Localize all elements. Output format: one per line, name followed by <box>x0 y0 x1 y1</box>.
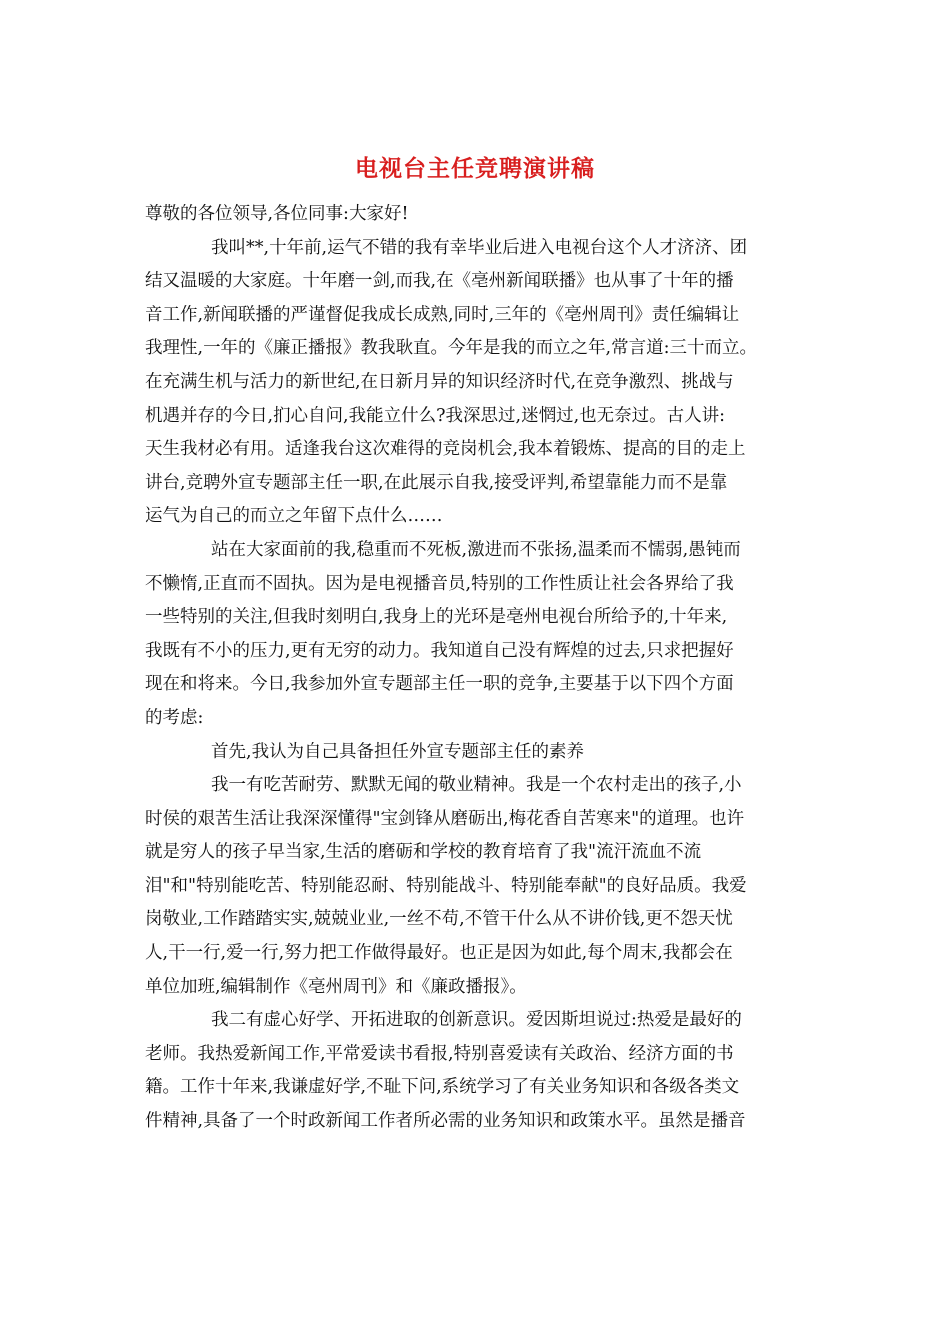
text-line: 站在大家面前的我,稳重而不死板,激进而不张扬,温柔而不懦弱,愚钝而 <box>211 539 741 560</box>
text-line: 单位加班,编辑制作《亳州周刊》和《廉政播报》。 <box>145 976 527 997</box>
text-line: 籍。工作十年来,我谦虚好学,不耻下问,系统学习了有关业务知识和各级各类文 <box>145 1077 740 1098</box>
text-line: 岗敬业,工作踏踏实实,兢兢业业,一丝不苟,不管干什么从不讲价钱,更不怨天忧 <box>145 909 733 930</box>
text-line: 就是穷人的孩子早当家,生活的磨砺和学校的教育培育了我"流汗流血不流 <box>145 842 702 863</box>
text-line: 件精神,具备了一个时政新闻工作者所必需的业务知识和政策水平。虽然是播音 <box>145 1111 746 1132</box>
text-line: 结又温暖的大家庭。十年磨一剑,而我,在《亳州新闻联播》也从事了十年的播 <box>145 271 734 292</box>
text-line: 运气为自己的而立之年留下点什么…… <box>145 506 443 527</box>
text-line: 天生我材必有用。适逢我台这次难得的竞岗机会,我本着锻炼、提高的目的走上 <box>145 439 746 460</box>
text-line: 我叫**,十年前,运气不错的我有幸毕业后进入电视台这个人才济济、团 <box>211 237 748 258</box>
text-line: 我理性,一年的《廉正播报》教我耿直。今年是我的而立之年,常言道:三十而立。 <box>145 338 758 359</box>
document-title: 电视台主任竞聘演讲稿 <box>355 156 595 182</box>
text-line: 我一有吃苦耐劳、默默无闻的敬业精神。我是一个农村走出的孩子,小 <box>211 775 742 796</box>
document-body <box>145 198 835 1139</box>
text-line: 老师。我热爱新闻工作,平常爱读书看报,特别喜爱读有关政治、经济方面的书 <box>145 1043 734 1064</box>
text-line: 讲台,竞聘外宣专题部主任一职,在此展示自我,接受评判,希望靠能力而不是靠 <box>145 472 728 493</box>
text-line: 我既有不小的压力,更有无穷的动力。我知道自己没有辉煌的过去,只求把握好 <box>145 640 734 661</box>
text-line: 的考虑: <box>145 707 204 728</box>
text-line: 在充满生机与活力的新世纪,在日新月异的知识经济时代,在竞争激烈、挑战与 <box>145 371 734 392</box>
text-line: 时侯的艰苦生活让我深深懂得"宝剑锋从磨砺出,梅花香自苦寒来"的道理。也许 <box>145 808 745 829</box>
text-line: 一些特别的关注,但我时刻明白,我身上的光环是亳州电视台所给予的,十年来, <box>145 607 728 628</box>
text-line: 不懒惰,正直而不固执。因为是电视播音员,特别的工作性质让社会各界给了我 <box>145 573 734 594</box>
text-line: 机遇并存的今日,扪心自问,我能立什么?我深思过,迷惘过,也无奈过。古人讲: <box>145 405 726 426</box>
text-line: 首先,我认为自己具备担任外宣专题部主任的素养 <box>211 741 585 762</box>
text-line: 泪"和"特别能吃苦、特别能忍耐、特别能战斗、特别能奉献"的良好品质。我爱 <box>145 875 747 896</box>
text-line: 音工作,新闻联播的严谨督促我成长成熟,同时,三年的《亳州周刊》责任编辑让 <box>145 304 740 325</box>
text-line: 尊敬的各位领导,各位同事:大家好! <box>145 204 409 224</box>
text-line: 我二有虚心好学、开拓进取的创新意识。爱因斯坦说过:热爱是最好的 <box>211 1010 742 1031</box>
text-line: 现在和将来。今日,我参加外宣专题部主任一职的竞争,主要基于以下四个方面 <box>145 674 734 695</box>
text-line: 人,干一行,爱一行,努力把工作做得最好。也正是因为如此,每个周末,我都会在 <box>145 943 733 964</box>
